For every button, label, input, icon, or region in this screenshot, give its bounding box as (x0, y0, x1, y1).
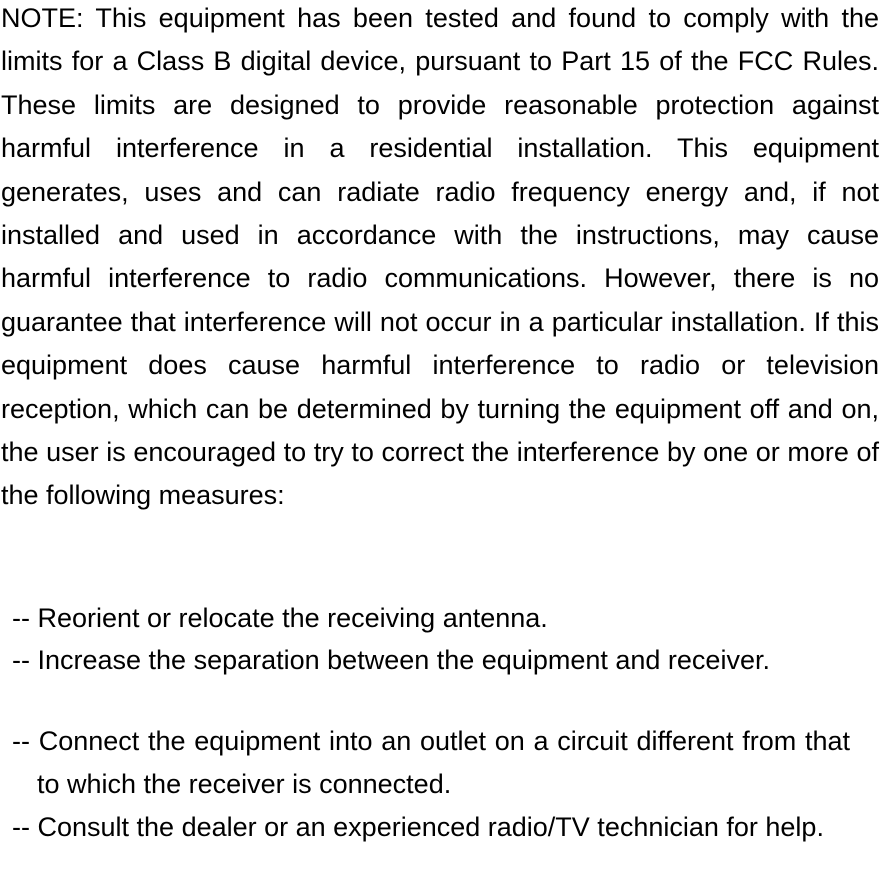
measure-item-increase-separation: -- Increase the separation between the equipment and receiver. (12, 645, 770, 675)
measure-item-consult-dealer: -- Consult the dealer or an experienced radio/TV technician for help. (12, 812, 824, 842)
measure-item-different-circuit: -- Connect the equipment into an outlet on a circuit different from that to which the receiver is connected. (12, 726, 850, 799)
fcc-note-paragraph: NOTE: This equipment has been tested and found to comply with the limits for a Class B digital device, pursuant to Part 15 of the FCC Rules. These limits are designed to provide reasonable protection against harmful interference in a residential installation. This equipment generates, uses and can radiate radio frequency energy and, if not installed and used in accordance with the instructions, may cause harmful interference to radio communications. However, there is no guarantee that interference will not occur in a particular installation. If this equipment does cause harmful interference to radio or television reception, which can be determined by turning the equipment off and on, the user is encouraged to try to correct the interference by one or more of the following measures: (1, 3, 879, 511)
measure-item-reorient: -- Reorient or relocate the receiving antenna. (12, 603, 548, 633)
